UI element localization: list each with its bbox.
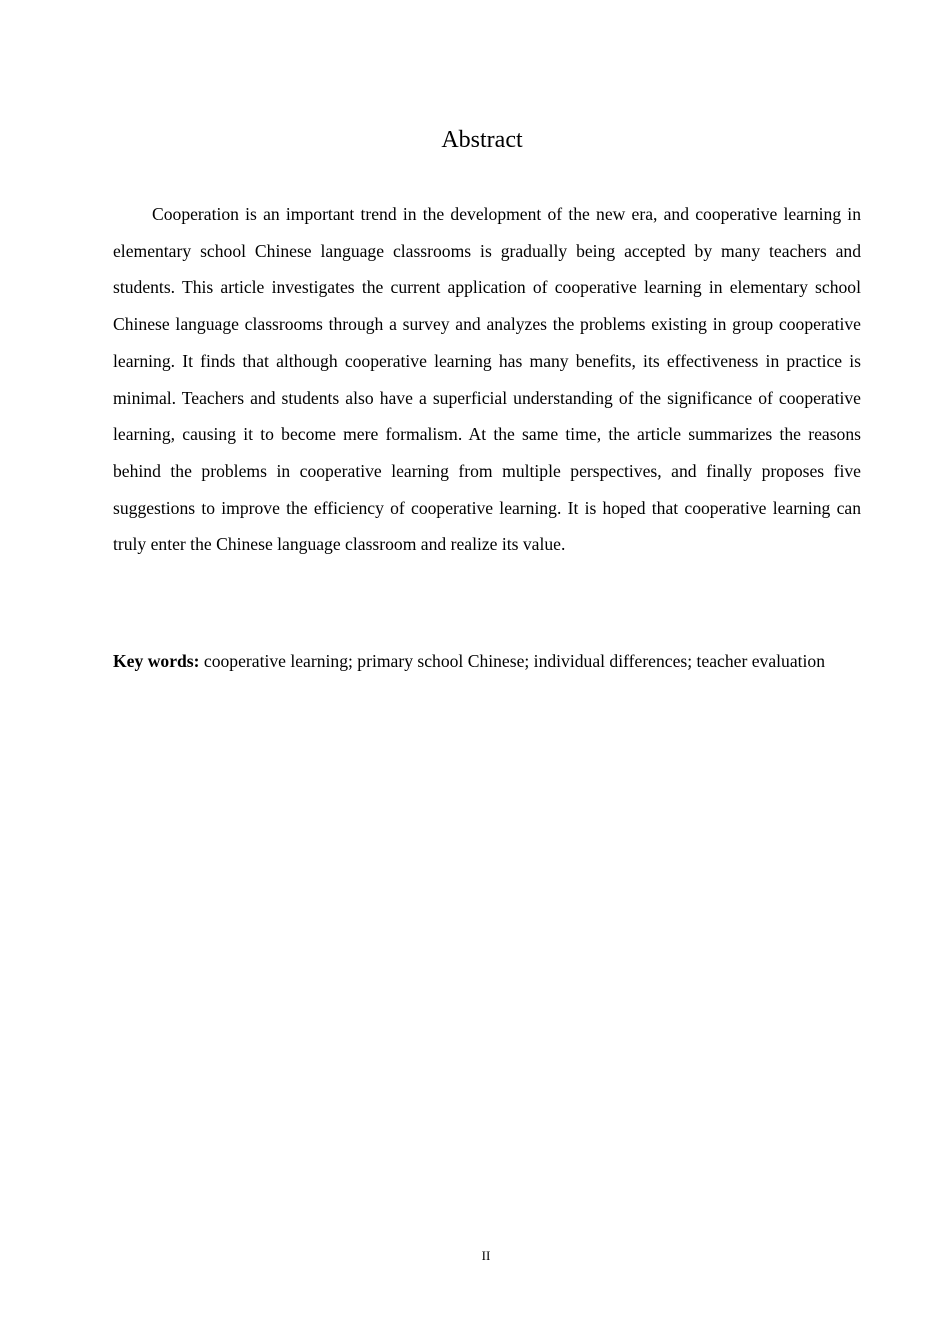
abstract-paragraph: Cooperation is an important trend in the development of the new era, and cooperative learning in elementary school Chinese language classrooms is gradually being accepted by many teachers and students. This article investigates the current application of cooperative learning in elementary school Chinese language classrooms through a survey and analyzes the problems existing in group cooperative learning. It finds that although cooperative learning has many benefits, its effectiveness in practice is minimal. Teachers and students also have a superficial understanding of the significance of cooperative learning, causing it to become mere formalism. At the same time, the article summarizes the reasons behind the problems in cooperative learning from multiple perspectives, and finally proposes five suggestions to improve the efficiency of cooperative learning. It is hoped that cooperative learning can truly enter the Chinese language classroom and realize its value. [113,204,861,555]
page-title: Abstract [441,127,523,153]
page-number: II [481,1248,491,1263]
keywords-paragraph [113,644,859,678]
keywords-label: Key words: [113,651,200,671]
keywords-list: cooperative learning; primary school Chinese; individual differences; teacher evaluation [203,651,825,671]
